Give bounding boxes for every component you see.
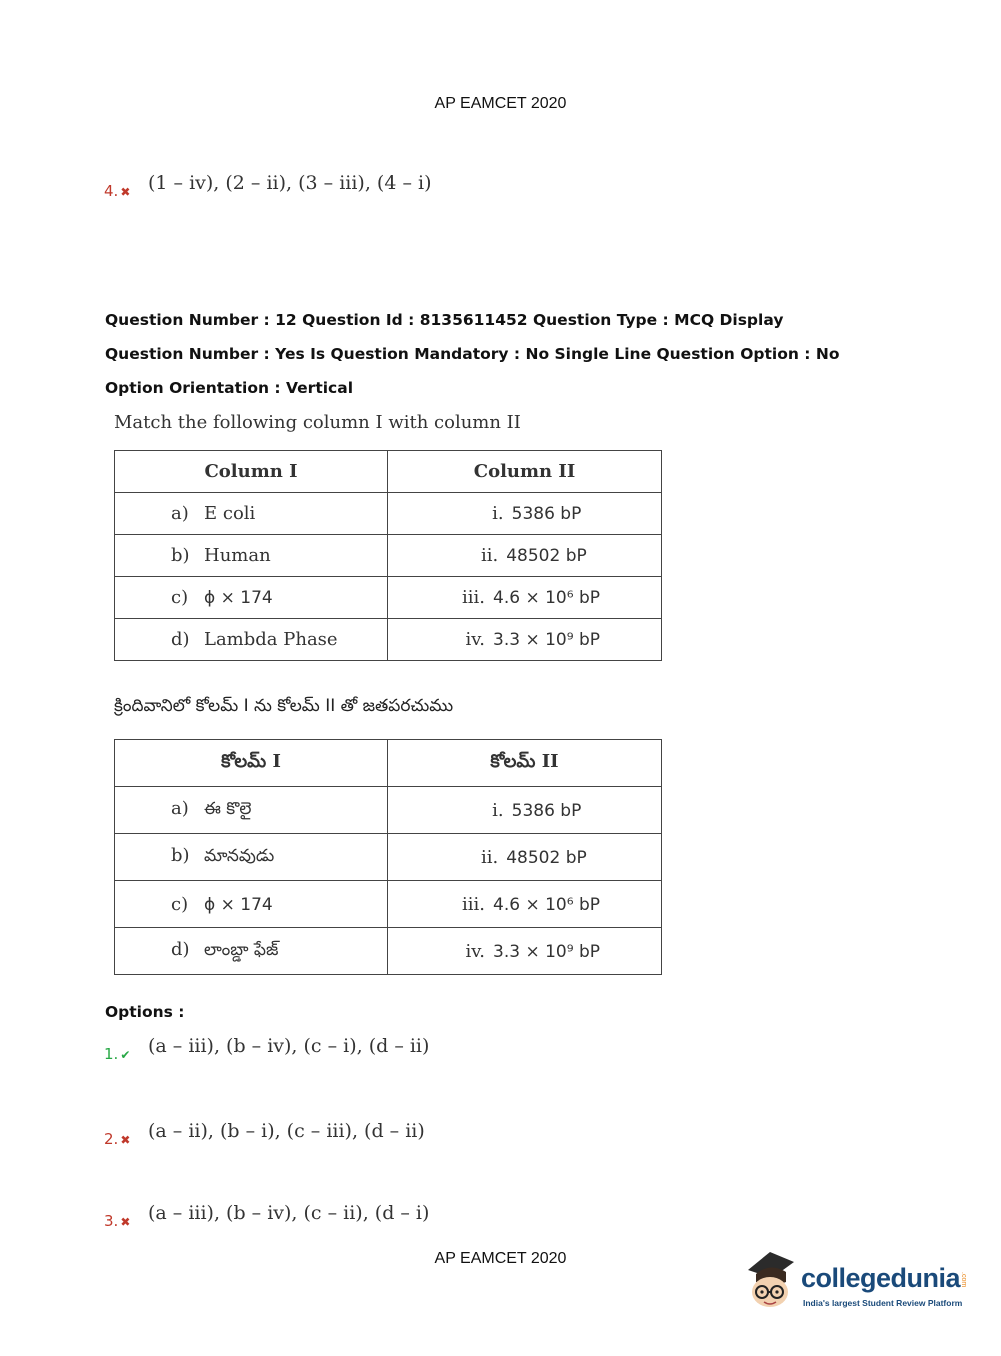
row-numeral: ii. [480, 846, 499, 868]
table-row [115, 535, 662, 577]
row-numeral: i. [492, 799, 504, 821]
row-numeral: iii. [462, 587, 485, 608]
row-item: Lambda Phase [204, 629, 338, 650]
row-label: c) [171, 893, 189, 915]
row-label: b) [171, 844, 190, 866]
row-value: 4.6 × 10⁶ bP [493, 588, 600, 608]
option-number: 3. ✖ [104, 1212, 131, 1230]
row-value: 5386 bP [511, 504, 582, 524]
row-label: d) [171, 629, 190, 650]
table-row [115, 619, 662, 661]
page-footer: AP EAMCET 2020 [434, 1250, 567, 1267]
table-row [115, 493, 662, 535]
row-item: మానవుడు [204, 845, 275, 866]
row-value: 48502 bP [506, 847, 587, 868]
row-item: ϕ × 174 [204, 588, 273, 608]
row-item: Human [204, 545, 271, 566]
row-numeral: iv. [465, 940, 485, 962]
row-item: ఈ కొలై [204, 798, 252, 819]
option-text: (a – ii), (b – i), (c – iii), (d – ii) [148, 1120, 425, 1142]
match-table-en [114, 450, 662, 661]
previous-option-4 [104, 172, 432, 200]
row-label: b) [171, 545, 190, 566]
option-1[interactable] [104, 1035, 430, 1063]
col2-header: Column II [388, 451, 662, 493]
row-label: a) [171, 503, 189, 524]
check-icon: ✔ [120, 1048, 131, 1062]
row-value: 5386 bP [511, 800, 582, 821]
col2-header: కోలమ్ II [388, 740, 662, 787]
table-header-row [115, 740, 662, 787]
row-value: 3.3 × 10⁹ bP [493, 941, 600, 962]
cross-icon: ✖ [120, 1215, 131, 1229]
option-number: 4. ✖ [104, 182, 131, 200]
row-numeral: i. [492, 503, 504, 524]
question-prompt-te: క్రిందివానిలో కోలమ్ I ను కోలమ్ II తో జతపరచుము [114, 696, 454, 716]
options-label: Options : [105, 1003, 185, 1021]
option-text: (1 – iv), (2 – ii), (3 – iii), (4 – i) [148, 172, 432, 194]
row-label: c) [171, 587, 189, 608]
logo-tagline: India's largest Student Review Platform [803, 1298, 963, 1308]
row-item: E coli [204, 503, 256, 524]
mascot-logo-icon [742, 1248, 802, 1314]
row-item: ϕ × 174 [204, 894, 273, 915]
row-value: 4.6 × 10⁶ bP [493, 894, 600, 915]
page-header: AP EAMCET 2020 [434, 95, 567, 112]
table-header-row [115, 451, 662, 493]
table-row [115, 881, 662, 928]
row-numeral: iii. [462, 893, 485, 915]
option-2[interactable] [104, 1120, 425, 1148]
option-number: 1. ✔ [104, 1045, 131, 1063]
col1-header: Column I [115, 451, 388, 493]
option-number: 2. ✖ [104, 1130, 131, 1148]
row-value: 3.3 × 10⁹ bP [493, 630, 600, 650]
table-row [115, 577, 662, 619]
match-table-te [114, 739, 662, 975]
cross-icon: ✖ [120, 185, 131, 199]
cross-icon: ✖ [120, 1133, 131, 1147]
table-row [115, 928, 662, 975]
row-numeral: ii. [480, 545, 499, 566]
option-text: (a – iii), (b – iv), (c – i), (d – ii) [148, 1035, 430, 1057]
option-3[interactable] [104, 1202, 430, 1230]
table-row [115, 787, 662, 834]
col1-header: కోలమ్ I [115, 740, 388, 787]
logo-wordmark: collegedunia [801, 1263, 961, 1293]
row-numeral: iv. [465, 629, 485, 650]
row-label: d) [171, 938, 190, 960]
question-meta: Question Number : 12 Question Id : 8135611452 Question Type : MCQ Display Question Number : Yes Is Question Mandatory : No Single Line Question Option : No Option Orientation : Vertical [105, 311, 840, 397]
row-label: a) [171, 797, 189, 819]
logo-suffix: .com [960, 1272, 967, 1288]
option-text: (a – iii), (b – iv), (c – ii), (d – i) [148, 1202, 430, 1224]
question-prompt-en: Match the following column I with column II [114, 412, 521, 433]
row-item: లాంబ్డా ఫేజ్ [204, 939, 279, 960]
row-value: 48502 bP [506, 546, 587, 566]
table-row [115, 834, 662, 881]
